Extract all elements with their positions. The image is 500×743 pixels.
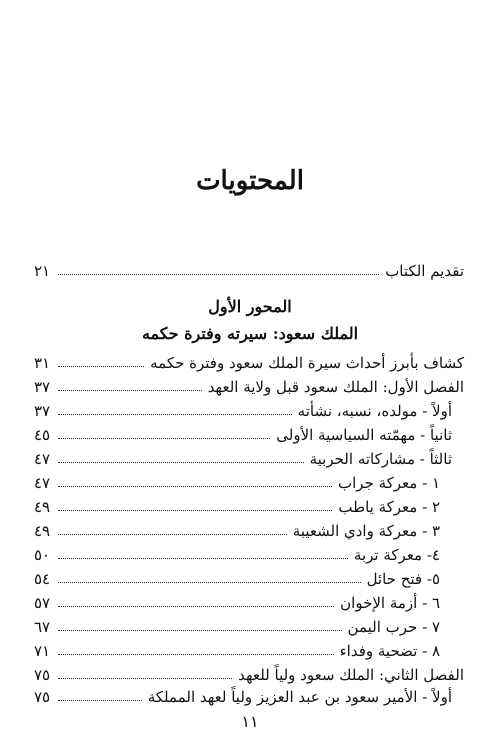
page-number: ١١ (241, 712, 259, 731)
toc-entry (34, 352, 464, 374)
toc-entry-page: ٤٩ (34, 522, 51, 540)
dot-leader (58, 582, 361, 583)
toc-entry-label: ثانياً - مهمّته السياسية الأولى (276, 426, 452, 444)
toc-entry-page: ٢١ (34, 262, 51, 280)
toc-entry-label: أولاً - مولده، نسبه، نشأته (297, 402, 452, 420)
toc-entry (34, 376, 464, 398)
toc-entry-label: ثالثاً - مشاركاته الحربية (309, 450, 452, 468)
toc-entry-page: ٥٧ (34, 594, 51, 612)
dot-leader (58, 678, 232, 679)
toc-entry-label: أولاً - الأمير سعود بن عبد العزيز ولياً لعهد المملكة (147, 688, 452, 706)
toc-entry-label: كشاف بأبرز أحداث سيرة الملك سعود وفترة حكمه (150, 354, 464, 372)
toc-entry-intro (34, 260, 464, 282)
toc-entry-label: ٦ - أزمة الإخوان (340, 594, 440, 612)
toc-entry-label: الفصل الثاني: الملك سعود ولياً للعهد (238, 666, 464, 684)
toc-entry (34, 424, 452, 446)
toc-entry (34, 640, 440, 662)
dot-leader (58, 510, 332, 511)
toc-entry-label: الفصل الأول: الملك سعود قبل ولاية العهد (207, 378, 464, 396)
toc-entry-label: ٨ - تضحية وفداء (339, 642, 440, 660)
toc-entry (34, 544, 440, 566)
toc-entry-page: ٦٧ (34, 618, 51, 636)
toc-entry-page: ٣٧ (34, 378, 51, 396)
toc-entry-page: ٣١ (34, 354, 51, 372)
toc-entry (34, 592, 440, 614)
toc-entry-label: ٥- فتح حائل (366, 570, 440, 588)
page-title: المحتويات (196, 166, 304, 196)
dot-leader (58, 390, 202, 391)
dot-leader (58, 534, 287, 535)
toc-entry-page: ٤٧ (34, 450, 51, 468)
dot-leader (58, 414, 292, 415)
toc-entry-page: ٤٥ (34, 426, 51, 444)
toc-entry (34, 448, 452, 470)
dot-leader (58, 654, 334, 655)
dot-leader (58, 700, 142, 701)
toc-entry-label: ٢ - معركة ياطب (338, 498, 440, 516)
dot-leader (58, 486, 332, 487)
dot-leader (58, 462, 304, 463)
part-heading: المحور الأول (208, 297, 292, 316)
dot-leader (58, 606, 334, 607)
dot-leader (58, 274, 379, 275)
toc-entry-label: ١ - معركة جراب (337, 474, 440, 492)
toc-entry (34, 686, 452, 708)
dot-leader (58, 630, 342, 631)
toc-entry (34, 400, 452, 422)
dot-leader (58, 366, 144, 367)
toc-entry-page: ٧٥ (34, 666, 51, 684)
toc-entry-page: ٧١ (34, 642, 51, 660)
toc-entry-page: ٧٥ (34, 688, 51, 706)
toc-entry (34, 664, 464, 686)
toc-entry (34, 496, 440, 518)
toc-entry-page: ٥٤ (34, 570, 51, 588)
dot-leader (58, 558, 348, 559)
toc-entry (34, 472, 440, 494)
toc-entry-label: ٤- معركة تربة (353, 546, 440, 564)
toc-entry-label: ٧ - حرب اليمن (347, 618, 440, 636)
toc-entry-page: ٤٧ (34, 474, 51, 492)
toc-entry-label: تقديم الكتاب (385, 262, 464, 280)
dot-leader (58, 438, 270, 439)
toc-entry (34, 568, 440, 590)
toc-entry-page: ٣٧ (34, 402, 51, 420)
toc-entry-page: ٥٠ (34, 546, 51, 564)
toc-entry (34, 520, 440, 542)
part-subheading: الملك سعود: سيرته وفترة حكمه (141, 324, 359, 343)
toc-entry-label: ٣ - معركة وادي الشعيبة (292, 522, 440, 540)
toc-entry (34, 616, 440, 638)
toc-entry-page: ٤٩ (34, 498, 51, 516)
